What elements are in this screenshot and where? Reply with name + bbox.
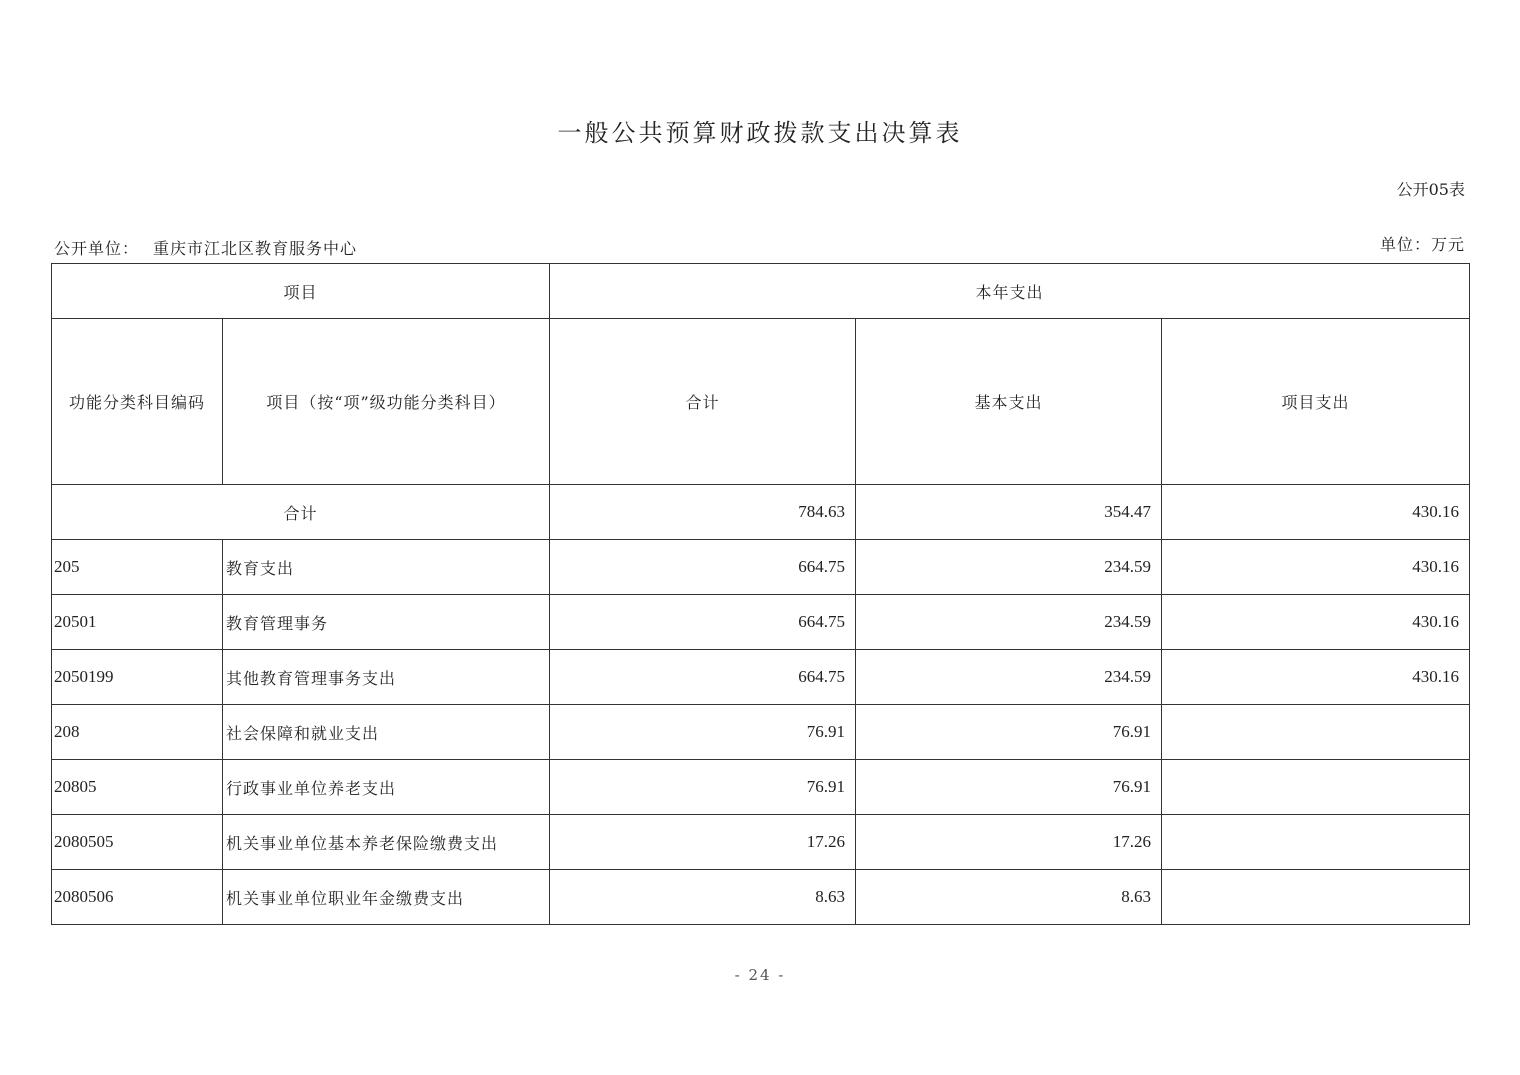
basic-cell: 76.91 — [856, 705, 1162, 760]
header-row — [52, 264, 1470, 319]
code-cell: 20805 — [52, 760, 223, 815]
project-cell: 430.16 — [1162, 650, 1470, 705]
basic-cell: 234.59 — [856, 650, 1162, 705]
table-row — [52, 705, 1470, 760]
total-cell: 76.91 — [550, 705, 856, 760]
project-cell — [1162, 760, 1470, 815]
total-cell: 664.75 — [550, 595, 856, 650]
code-cell: 20501 — [52, 595, 223, 650]
form-number: 公开05表 — [1396, 180, 1465, 199]
name-cell: 社会保障和就业支出 — [223, 705, 550, 760]
page-number: - 24 - — [734, 966, 786, 984]
code-cell: 208 — [52, 705, 223, 760]
name-cell: 机关事业单位基本养老保险缴费支出 — [223, 815, 550, 870]
total-project-cell: 430.16 — [1162, 485, 1470, 540]
header-item: 项目 — [52, 264, 550, 319]
project-cell — [1162, 870, 1470, 925]
total-cell: 76.91 — [550, 760, 856, 815]
name-cell: 其他教育管理事务支出 — [223, 650, 550, 705]
name-cell: 教育管理事务 — [223, 595, 550, 650]
project-cell — [1162, 705, 1470, 760]
project-cell: 430.16 — [1162, 595, 1470, 650]
project-cell — [1162, 815, 1470, 870]
table-row — [52, 815, 1470, 870]
table-row — [52, 870, 1470, 925]
code-cell: 2050199 — [52, 650, 223, 705]
total-cell: 664.75 — [550, 650, 856, 705]
basic-cell: 234.59 — [856, 540, 1162, 595]
col-header-basic: 基本支出 — [856, 319, 1162, 485]
table-row — [52, 595, 1470, 650]
name-cell: 行政事业单位养老支出 — [223, 760, 550, 815]
budget-table — [51, 263, 1470, 925]
table-row — [52, 540, 1470, 595]
disclosure-unit-name: 重庆市江北区教育服务中心 — [153, 239, 358, 258]
disclosure-unit-label: 公开单位： — [54, 239, 140, 258]
code-cell: 2080506 — [52, 870, 223, 925]
name-cell: 教育支出 — [223, 540, 550, 595]
name-cell: 机关事业单位职业年金缴费支出 — [223, 870, 550, 925]
total-label: 合计 — [52, 485, 550, 540]
code-cell: 205 — [52, 540, 223, 595]
total-cell: 8.63 — [550, 870, 856, 925]
basic-cell: 76.91 — [856, 760, 1162, 815]
header-year-expense: 本年支出 — [550, 264, 1470, 319]
table-row — [52, 760, 1470, 815]
subheader-row — [52, 319, 1470, 485]
col-header-name: 项目（按“项”级功能分类科目） — [223, 319, 550, 485]
total-row — [52, 485, 1470, 540]
table-row — [52, 650, 1470, 705]
basic-cell: 17.26 — [856, 815, 1162, 870]
code-cell: 2080505 — [52, 815, 223, 870]
page-title: 一般公共预算财政拨款支出决算表 — [557, 119, 963, 147]
total-total-cell: 784.63 — [550, 485, 856, 540]
disclosure-unit — [54, 236, 357, 259]
col-header-code: 功能分类科目编码 — [52, 319, 223, 485]
project-cell: 430.16 — [1162, 540, 1470, 595]
col-header-project: 项目支出 — [1162, 319, 1470, 485]
total-cell: 664.75 — [550, 540, 856, 595]
total-cell: 17.26 — [550, 815, 856, 870]
total-basic-cell: 354.47 — [856, 485, 1162, 540]
basic-cell: 234.59 — [856, 595, 1162, 650]
currency-unit: 单位：万元 — [1379, 235, 1465, 254]
basic-cell: 8.63 — [856, 870, 1162, 925]
col-header-total: 合计 — [550, 319, 856, 485]
